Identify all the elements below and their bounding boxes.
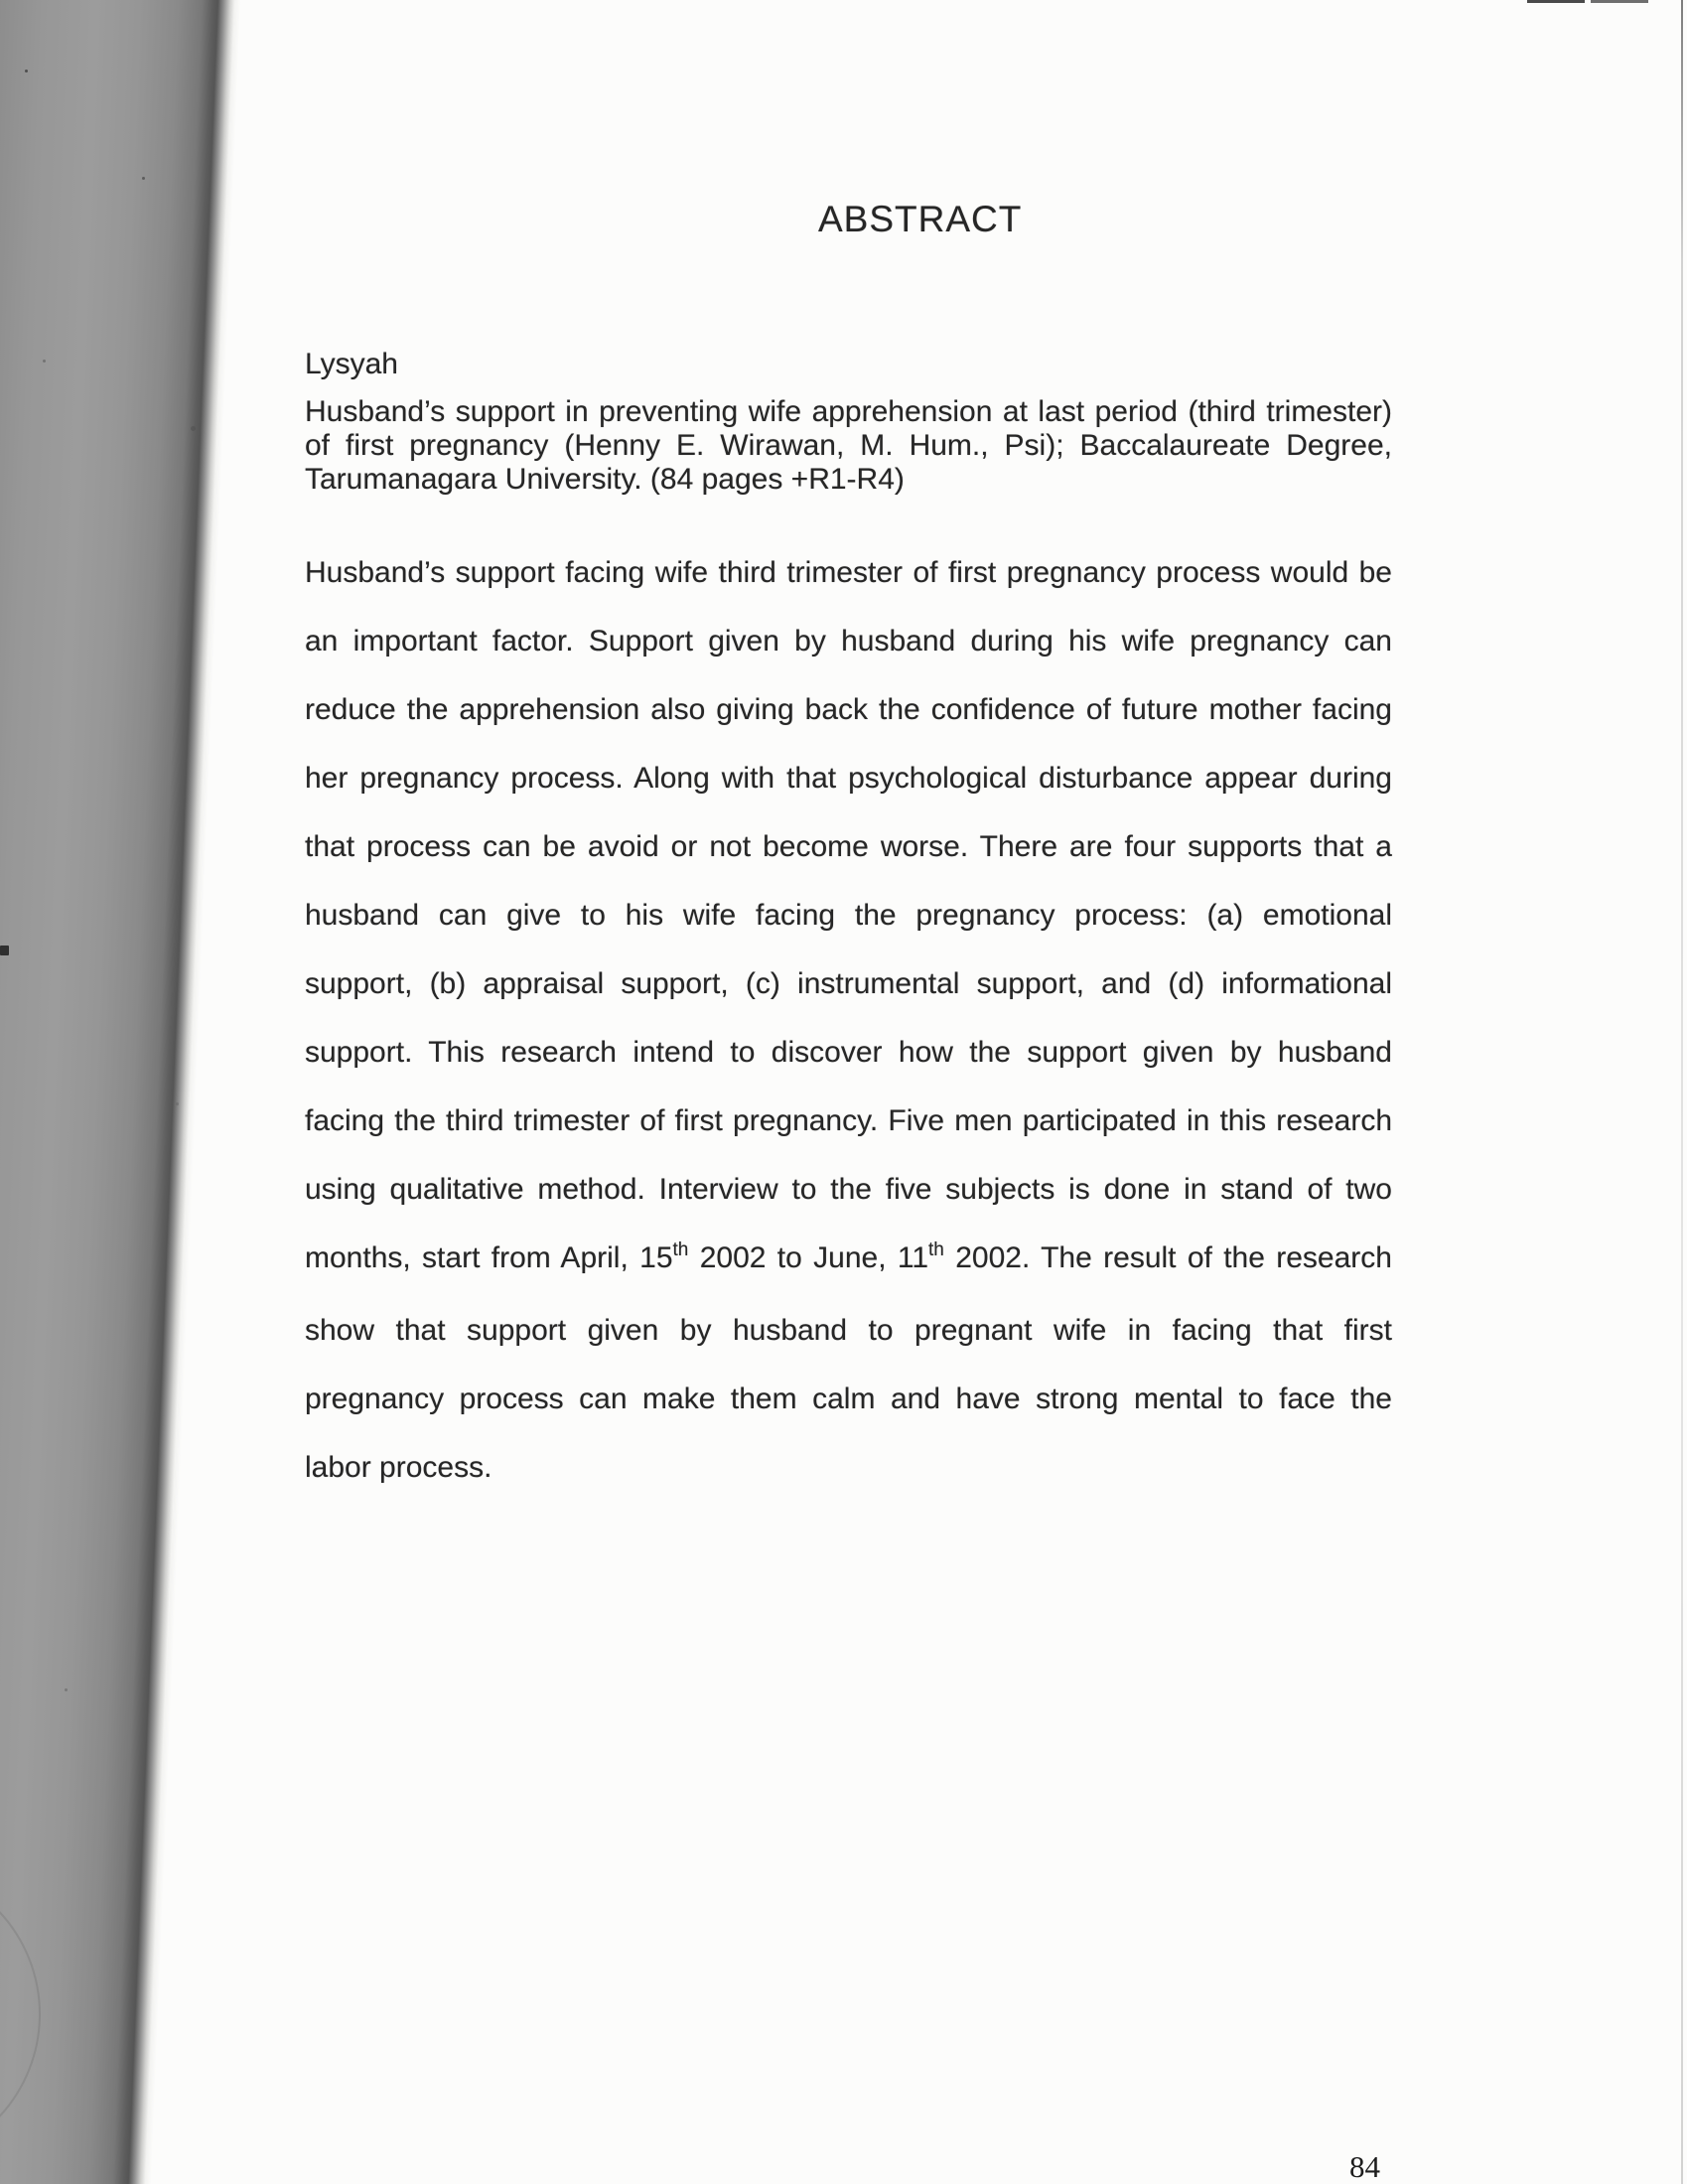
- abstract-line: [305, 949, 1392, 1018]
- page-number: 84: [1349, 2149, 1380, 2184]
- citation-line: Tarumanagara University. (84 pages +R1-R4): [305, 463, 905, 496]
- line-text: support, (b) appraisal support, (c) instrumental support, and (d) informational: [305, 967, 1392, 1000]
- line-text: facing the third trimester of first pregnancy. Five men participated in this research: [305, 1104, 1392, 1137]
- superscript-text: th: [928, 1239, 944, 1260]
- scan-artifact-top-dashes: [1527, 0, 1585, 3]
- abstract-line: [305, 538, 1392, 607]
- scan-dust-specks: [25, 70, 28, 73]
- line-text: support. This research intend to discover how the support given by husband: [305, 1036, 1392, 1069]
- line-text: her pregnancy process. Along with that psychological disturbance appear during: [305, 762, 1392, 795]
- abstract-line: [305, 675, 1392, 744]
- line-text: an important factor. Support given by husband during his wife pregnancy can: [305, 625, 1392, 657]
- scan-artifact-tick: [0, 946, 9, 955]
- line-text: pregnancy process can make them calm and have strong mental to face the: [305, 1383, 1392, 1415]
- abstract-line: [305, 1155, 1392, 1224]
- line-text: 2002. The result of the research: [943, 1241, 1392, 1274]
- line-text: that process can be avoid or not become worse. There are four supports that a: [305, 830, 1392, 863]
- abstract-body: [305, 538, 1392, 1502]
- abstract-line: [305, 1224, 1392, 1296]
- abstract-line: [305, 607, 1392, 675]
- page-title: ABSTRACT: [818, 199, 1023, 239]
- line-text: labor process.: [305, 1451, 492, 1484]
- book-binding-shadow: [0, 0, 241, 2184]
- abstract-line: [305, 881, 1392, 949]
- line-text: husband can give to his wife facing the pregnancy process: (a) emotional: [305, 899, 1392, 932]
- citation-block: [305, 395, 1392, 497]
- superscript-text: th: [672, 1239, 689, 1260]
- line-text: show that support given by husband to pregnant wife in facing that first: [305, 1314, 1392, 1347]
- abstract-line: [305, 1365, 1392, 1433]
- line-text: using qualitative method. Interview to the five subjects is done in stand of two: [305, 1173, 1392, 1206]
- line-text: Husband’s support facing wife third trimester of first pregnancy process would be: [305, 556, 1392, 589]
- abstract-line: [305, 1296, 1392, 1365]
- author-name: Lysyah: [305, 348, 398, 380]
- line-text: reduce the apprehension also giving back the confidence of future mother facing: [305, 693, 1392, 726]
- abstract-line: [305, 1018, 1392, 1087]
- citation-line: Husband’s support in preventing wife apprehension at last period (third trimester): [305, 395, 1392, 428]
- line-text: 2002 to June, 11: [688, 1241, 929, 1274]
- abstract-line: [305, 744, 1392, 812]
- scan-right-edge-line: [1681, 0, 1683, 2184]
- abstract-line: [305, 1433, 1392, 1502]
- citation-line: of first pregnancy (Henny E. Wirawan, M. Hum., Psi); Baccalaureate Degree,: [305, 429, 1392, 462]
- line-text: months, start from April, 15: [305, 1241, 673, 1274]
- abstract-line: [305, 812, 1392, 881]
- abstract-line: [305, 1087, 1392, 1155]
